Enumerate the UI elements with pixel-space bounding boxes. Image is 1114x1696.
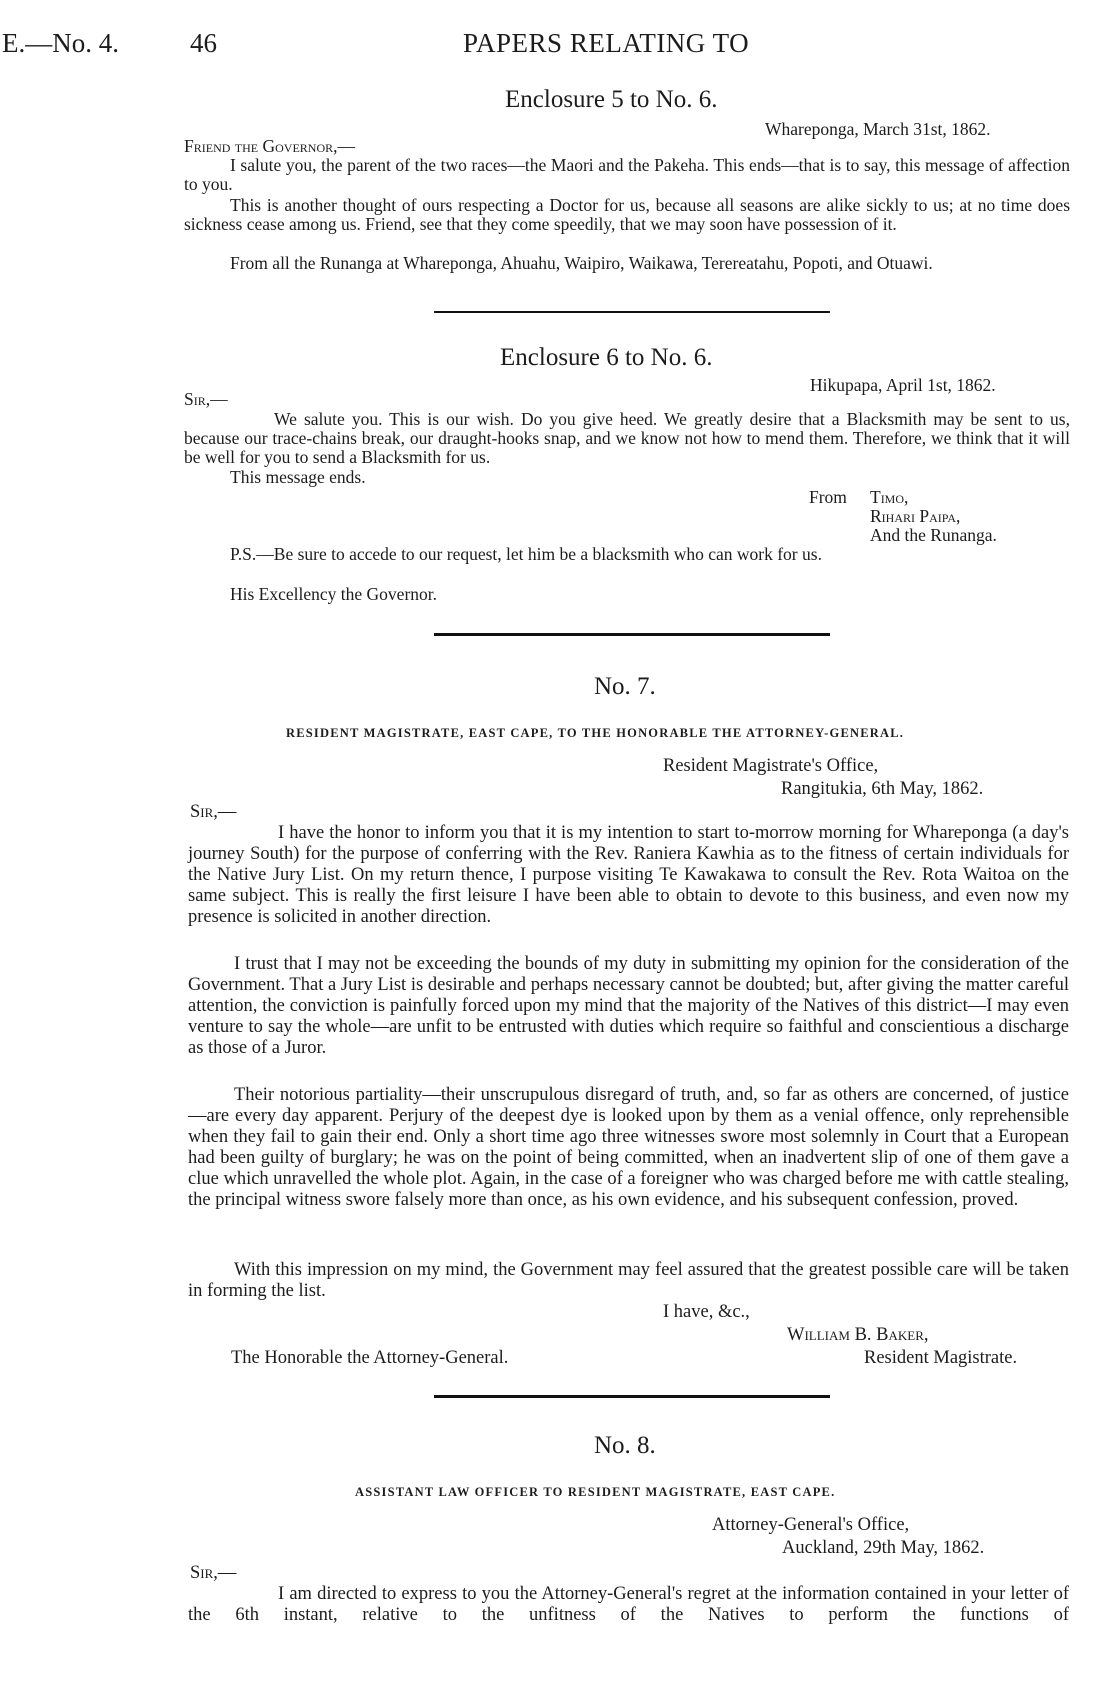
no-7-paragraph: Their notorious partiality—their unscrupulous disregard of truth, and, so far as others are concerned, of justice—are every day apparent. Perjury of the deepest dye is looked upon by them as a venial offence, only reprehensible when they fail to gain their end. Only a short time ago three witnesses swore most solemnly in Court that a European had been guilty of burglary; he was on the point of being committed, when an inadvertent slip of one of them gave a clue which unravelled the whole plot. Again, in the case of a foreigner who was charged before me with cattle stealing, the principal witness swore falsely more than once, as his own evidence, and his subsequent confession, proved. [188, 1085, 1069, 1210]
document-reference: E.—No. 4. [2, 28, 119, 58]
no-7-office: Resident Magistrate's Office, [663, 756, 879, 776]
no-7-heading: No. 7. [594, 673, 656, 700]
enclosure-6-postscript: P.S.—Be sure to accede to our request, let him be a blacksmith who can work for us. [230, 544, 822, 564]
no-8-place-date: Auckland, 29th May, 1862. [782, 1538, 985, 1558]
page-number: 46 [190, 28, 217, 58]
no-7-signer-title: Resident Magistrate. [864, 1348, 1018, 1368]
enclosure-6-addressee: His Excellency the Governor. [230, 584, 438, 604]
enclosure-6-signatory: Timo, [870, 487, 909, 507]
no-7-closing: I have, &c., [663, 1302, 750, 1322]
no-8-salutation: Sir,— [190, 1563, 237, 1583]
no-7-salutation: Sir,— [190, 802, 237, 822]
section-divider [434, 633, 830, 636]
enclosure-6-signatory: Rihari Paipa, [870, 506, 961, 526]
no-7-paragraph: With this impression on my mind, the Government may feel assured that the greatest possible care will be taken in forming the list. [188, 1260, 1069, 1301]
enclosure-5-place-date: Whareponga, March 31st, 1862. [765, 119, 991, 139]
no-7-place-date: Rangitukia, 6th May, 1862. [781, 779, 984, 799]
enclosure-6-heading: Enclosure 6 to No. 6. [500, 344, 713, 371]
no-7-signer: William B. Baker, [787, 1325, 929, 1345]
enclosure-5-heading: Enclosure 5 to No. 6. [505, 86, 718, 113]
enclosure-6-place-date: Hikupapa, April 1st, 1862. [810, 375, 996, 395]
enclosure-6-salutation: Sir,— [184, 389, 228, 409]
running-title: PAPERS RELATING TO [463, 28, 750, 58]
no-8-paragraph: I am directed to express to you the Attorney-General's regret at the information contained in your letter of the 6th instant, relative to the unfitness of the Natives to perform the functions of [188, 1584, 1069, 1625]
no-7-addressee: The Honorable the Attorney-General. [231, 1348, 509, 1368]
no-7-paragraph: I trust that I may not be exceeding the bounds of my duty in submitting my opinion for the consideration of the Government. That a Jury List is desirable and perhaps necessary cannot be doubted; but, after giving the matter careful attention, the conviction is painfully forced upon my mind that the majority of the Natives of this district—I may even venture to say the whole—are unfit to be entrusted with duties which require so faithful and conscientious a discharge as those of a Juror. [188, 954, 1069, 1058]
enclosure-5-salutation: Friend the Governor,— [184, 136, 355, 156]
enclosure-6-paragraph: We salute you. This is our wish. Do you give heed. We greatly desire that a Blacksmith may be sent to us, because our trace-chains break, our draught-hooks snap, and we know not how to mend them. Therefore, we think that it will be well for you to send a Blacksmith for us. [184, 409, 1070, 467]
no-8-office: Attorney-General's Office, [712, 1515, 910, 1535]
enclosure-6-from-label: From [809, 487, 847, 507]
enclosure-5-paragraph: This is another thought of ours respecting a Doctor for us, because all seasons are alike sickly to us; at no time does sickness cease among us. Friend, see that they come speedily, that we may soon have possession of it. [184, 195, 1070, 234]
enclosure-5-paragraph: From all the Runanga at Whareponga, Ahuahu, Waipiro, Waikawa, Terereatahu, Popoti, and Otuawi. [230, 253, 933, 273]
enclosure-6-paragraph: This message ends. [230, 467, 366, 487]
enclosure-5-paragraph: I salute you, the parent of the two races—the Maori and the Pakeha. This ends—that is to say, this message of affection to you. [184, 155, 1070, 194]
section-divider [434, 1395, 830, 1398]
section-divider [434, 311, 830, 313]
no-8-heading: No. 8. [594, 1432, 656, 1459]
no-8-subheading: ASSISTANT LAW OFFICER TO RESIDENT MAGISTRATE, EAST CAPE. [355, 1485, 836, 1499]
no-7-paragraph: I have the honor to inform you that it is my intention to start to-morrow morning for Whareponga (a day's journey South) for the purpose of conferring with the Rev. Raniera Kawhia as to the fitness of certain individuals for the Native Jury List. On my return thence, I purpose visiting Te Kawakawa to consult the Rev. Rota Waitoa on the same subject. This is really the first leisure I have been able to obtain to devote to this business, and even now my presence is solicited in another direction. [188, 823, 1069, 927]
no-7-subheading: RESIDENT MAGISTRATE, EAST CAPE, TO THE HONORABLE THE ATTORNEY-GENERAL. [286, 726, 905, 740]
enclosure-6-signatory: And the Runanga. [870, 525, 997, 545]
